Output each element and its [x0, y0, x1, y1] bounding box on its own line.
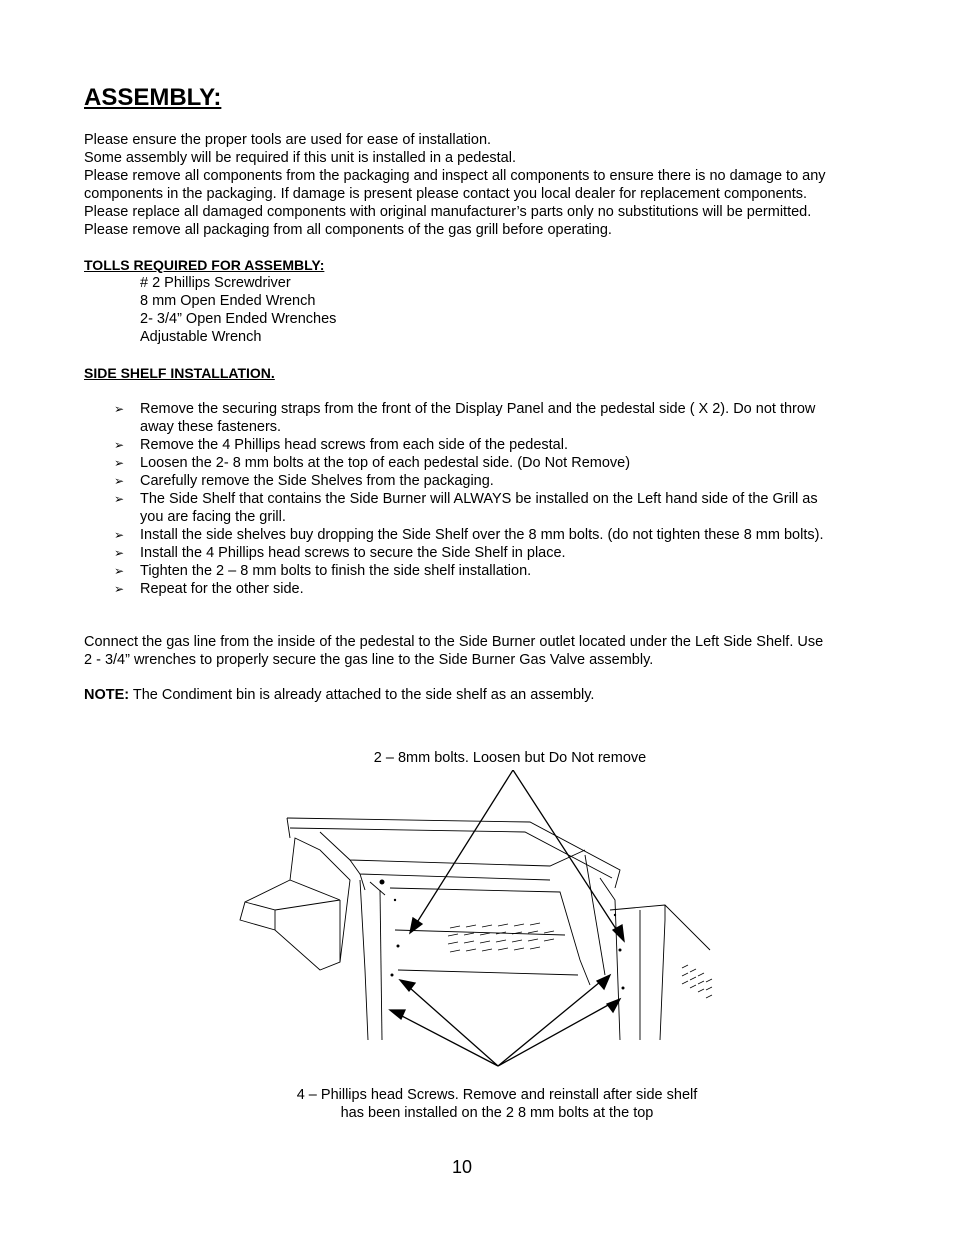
step-text: Repeat for the other side.	[140, 581, 304, 597]
step-text: Install the 4 Phillips head screws to secure the Side Shelf in place.	[140, 545, 566, 561]
page-number: 10	[451, 1157, 473, 1177]
step-item	[112, 544, 842, 562]
note-text: The Condiment bin is already attached to the side shelf as an assembly.	[129, 687, 595, 703]
installation-steps	[112, 400, 842, 598]
page-title: ASSEMBLY:	[84, 84, 222, 111]
top-callout: 2 – 8mm bolts. Loosen but Do Not remove	[373, 750, 647, 766]
step-item	[112, 562, 842, 580]
step-text: Install the side shelves buy dropping the Side Shelf over the 8 mm bolts. (do not tighten these 8 mm bolts).	[140, 527, 824, 543]
step-text: Tighten the 2 – 8 mm bolts to finish the side shelf installation.	[140, 563, 532, 579]
side-shelf-heading: SIDE SHELF INSTALLATION.	[84, 365, 275, 381]
step-item	[112, 490, 842, 526]
note-label: NOTE:	[84, 687, 130, 703]
step-item	[112, 454, 842, 472]
arrow-bullet-icon: ➢	[113, 492, 125, 506]
step-item	[112, 472, 842, 490]
arrow-bullet-icon: ➢	[113, 438, 125, 452]
tool-item: # 2 Phillips Screwdriver	[140, 275, 291, 291]
step-item	[112, 526, 842, 544]
tools-list	[140, 274, 336, 346]
step-text: Remove the securing straps from the front of the Display Panel and the pedestal side ( X 2). Do not throw away these fasteners.	[140, 401, 816, 435]
note	[84, 686, 864, 704]
step-text: Carefully remove the Side Shelves from the packaging.	[140, 473, 494, 489]
bottom-callout-line-2: has been installed on the 2 8 mm bolts at the top	[340, 1105, 654, 1121]
tools-heading: TOLLS REQUIRED FOR ASSEMBLY:	[84, 257, 325, 273]
arrow-bullet-icon: ➢	[113, 528, 125, 542]
arrow-bullet-icon: ➢	[113, 546, 125, 560]
tool-item: 8 mm Open Ended Wrench	[140, 293, 316, 309]
tool-item: 2- 3/4” Open Ended Wrenches	[140, 311, 337, 327]
intro-paragraph: Please remove all components from the packaging and inspect all components to ensure there is no damage to any components in the packaging. If damage is present please contact you local dealer for replacement components. Please replace all damaged components with original manufacturer’s parts only no substitutions will be permitted. Please remove all packaging from all components of the gas grill before operating.	[84, 168, 826, 238]
bottom-callout-line-1: 4 – Phillips head Screws. Remove and reinstall after side shelf	[296, 1087, 698, 1103]
step-item	[112, 436, 842, 454]
gas-line-paragraph: Connect the gas line from the inside of the pedestal to the Side Burner outlet located under the Left Side Shelf. Use 2 - 3/4” wrenches to properly secure the gas line to the Side Burner Gas Valve assembly.	[84, 634, 824, 668]
step-item	[112, 580, 842, 598]
step-text: Loosen the 2- 8 mm bolts at the top of each pedestal side. (Do Not Remove)	[140, 455, 631, 471]
tool-item: Adjustable Wrench	[140, 329, 262, 345]
step-text: The Side Shelf that contains the Side Burner will ALWAYS be installed on the Left hand side of the Grill as you are facing the grill.	[140, 491, 818, 525]
intro-line-2: Some assembly will be required if this unit is installed in a pedestal.	[84, 150, 516, 166]
intro-line-1: Please ensure the proper tools are used for ease of installation.	[84, 132, 492, 148]
bottom-callout	[272, 1086, 722, 1122]
arrow-bullet-icon: ➢	[113, 456, 125, 470]
step-item	[112, 400, 842, 436]
side-shelf-diagram	[220, 770, 720, 1080]
step-text: Remove the 4 Phillips head screws from each side of the pedestal.	[140, 437, 568, 453]
arrow-bullet-icon: ➢	[113, 564, 125, 578]
arrow-bullet-icon: ➢	[113, 402, 125, 416]
arrow-bullet-icon: ➢	[113, 582, 125, 596]
arrow-bullet-icon: ➢	[113, 474, 125, 488]
